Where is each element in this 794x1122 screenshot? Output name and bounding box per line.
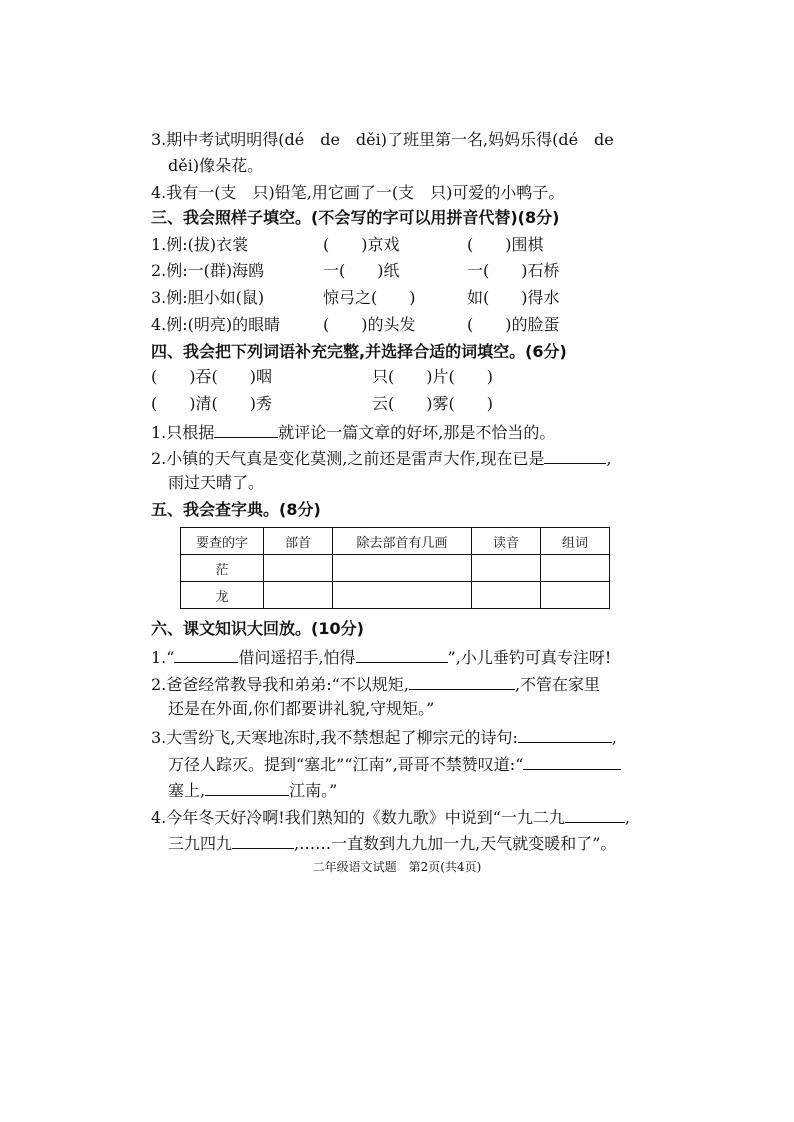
q-text: 借问遥招手,怕得 xyxy=(238,648,356,667)
q-text: ,……一直数到九九加一九,天气就变暖和了”。 xyxy=(294,834,617,853)
word-fill-1a[interactable]: ( )吞( )咽 xyxy=(151,367,272,386)
q-text: 1.只根据 xyxy=(151,423,215,442)
table-header: 组词 xyxy=(541,528,610,555)
row-blank-c[interactable]: ( )的脸蛋 xyxy=(467,315,560,334)
q-text: ”,小儿垂钓可真专注呀! xyxy=(447,648,612,667)
table-cell-input[interactable] xyxy=(333,582,472,609)
question-4-1 xyxy=(151,421,555,443)
table-header: 要查的字 xyxy=(181,528,264,555)
q-text: , xyxy=(624,808,630,827)
section-3-heading: 三、我会照样子填空。(不会写的字可以用拼音代替)(8分) xyxy=(151,208,560,227)
row-blank-b[interactable]: ( )京戏 xyxy=(323,235,400,254)
question-2-3-line2: děi)像朵花。 xyxy=(168,156,264,175)
q-text: 塞上, xyxy=(168,781,206,800)
answer-blank[interactable] xyxy=(174,646,238,663)
table-cell-char: 茫 xyxy=(181,555,264,582)
row-example: 2.例:一(群)海鸥 xyxy=(151,261,265,280)
question-6-3-line3 xyxy=(168,779,337,801)
table-cell-input[interactable] xyxy=(541,555,610,582)
answer-blank[interactable] xyxy=(518,726,612,743)
section-6-heading: 六、课文知识大回放。(10分) xyxy=(151,619,364,638)
table-cell-input[interactable] xyxy=(264,555,333,582)
question-2-4: 4.我有一(支 只)铅笔,用它画了一(支 只)可爱的小鸭子。 xyxy=(151,183,565,202)
answer-blank[interactable] xyxy=(565,806,625,823)
section-4-heading: 四、我会把下列词语补充完整,并选择合适的词填空。(6分) xyxy=(151,342,567,361)
answer-blank[interactable] xyxy=(523,753,621,770)
q-text: , xyxy=(611,728,617,747)
answer-blank[interactable] xyxy=(205,779,289,796)
word-fill-2a[interactable]: ( )清( )秀 xyxy=(151,394,272,413)
table-header: 除去部首有几画 xyxy=(333,528,472,555)
word-fill-1b[interactable]: 只( )片( ) xyxy=(372,367,493,386)
answer-blank[interactable] xyxy=(356,646,448,663)
section-5-heading: 五、我会查字典。(8分) xyxy=(151,500,321,519)
row-example: 3.例:胆小如(鼠) xyxy=(151,288,265,307)
table-cell-input[interactable] xyxy=(264,582,333,609)
question-6-3 xyxy=(151,726,617,748)
row-example: 4.例:(明亮)的眼睛 xyxy=(151,315,281,334)
q-text: 江南。” xyxy=(289,781,338,800)
row-blank-b[interactable]: 一( )纸 xyxy=(323,261,400,280)
answer-blank[interactable] xyxy=(214,421,278,438)
question-6-4-line2 xyxy=(168,832,616,854)
q-text: 三九四九 xyxy=(168,834,233,853)
table-cell-input[interactable] xyxy=(472,582,541,609)
row-blank-b[interactable]: 惊弓之( ) xyxy=(323,288,416,307)
question-4-2-line2: 雨过天晴了。 xyxy=(168,473,265,492)
q-text: , xyxy=(606,449,612,468)
answer-blank[interactable] xyxy=(544,447,606,464)
table-cell-input[interactable] xyxy=(333,555,472,582)
question-6-1 xyxy=(151,646,611,668)
dictionary-table xyxy=(180,527,610,609)
question-6-4 xyxy=(151,806,630,828)
question-6-3-line2 xyxy=(168,753,621,775)
table-header: 部首 xyxy=(264,528,333,555)
table-cell-input[interactable] xyxy=(541,582,610,609)
table-header-row xyxy=(181,528,610,555)
row-blank-c[interactable]: 一( )石桥 xyxy=(467,261,560,280)
q-text: 万径人踪灭。提到“塞北”“江南”,哥哥不禁赞叹道:“ xyxy=(168,755,524,774)
page-footer: 二年级语文试题 第2页(共4页) xyxy=(312,860,482,874)
row-blank-c[interactable]: ( )围棋 xyxy=(467,235,544,254)
question-2-3-line1: 3.期中考试明明得(dé de děi)了班里第一名,妈妈乐得(dé de xyxy=(151,130,614,149)
answer-blank[interactable] xyxy=(232,832,294,849)
row-blank-b[interactable]: ( )的头发 xyxy=(323,315,416,334)
word-fill-2b[interactable]: 云( )雾( ) xyxy=(372,394,493,413)
table-cell-input[interactable] xyxy=(472,555,541,582)
q-text: 2.爸爸经常教导我和弟弟:“不以规矩, xyxy=(151,675,409,694)
row-blank-c[interactable]: 如( )得水 xyxy=(467,288,560,307)
row-example: 1.例:(拔)衣裳 xyxy=(151,235,249,254)
table-row xyxy=(181,555,610,582)
q-text: 4.今年冬天好冷啊!我们熟知的《数九歌》中说到“一九二九 xyxy=(151,808,565,827)
question-6-2 xyxy=(151,673,600,695)
table-row xyxy=(181,582,610,609)
question-6-2-line2: 还是在外面,你们都要讲礼貌,守规矩。” xyxy=(168,699,435,718)
table-header: 读音 xyxy=(472,528,541,555)
q-text: ,不管在家里 xyxy=(514,675,601,694)
question-4-2 xyxy=(151,447,612,469)
q-text: 3.大雪纷飞,天寒地冻时,我不禁想起了柳宗元的诗句: xyxy=(151,728,518,747)
q-text: 1.“ xyxy=(151,648,175,667)
answer-blank[interactable] xyxy=(409,673,515,690)
q-text: 就评论一篇文章的好坏,那是不恰当的。 xyxy=(278,423,556,442)
q-text: 2.小镇的天气真是变化莫测,之前还是雷声大作,现在已是 xyxy=(151,449,545,468)
table-cell-char: 龙 xyxy=(181,582,264,609)
